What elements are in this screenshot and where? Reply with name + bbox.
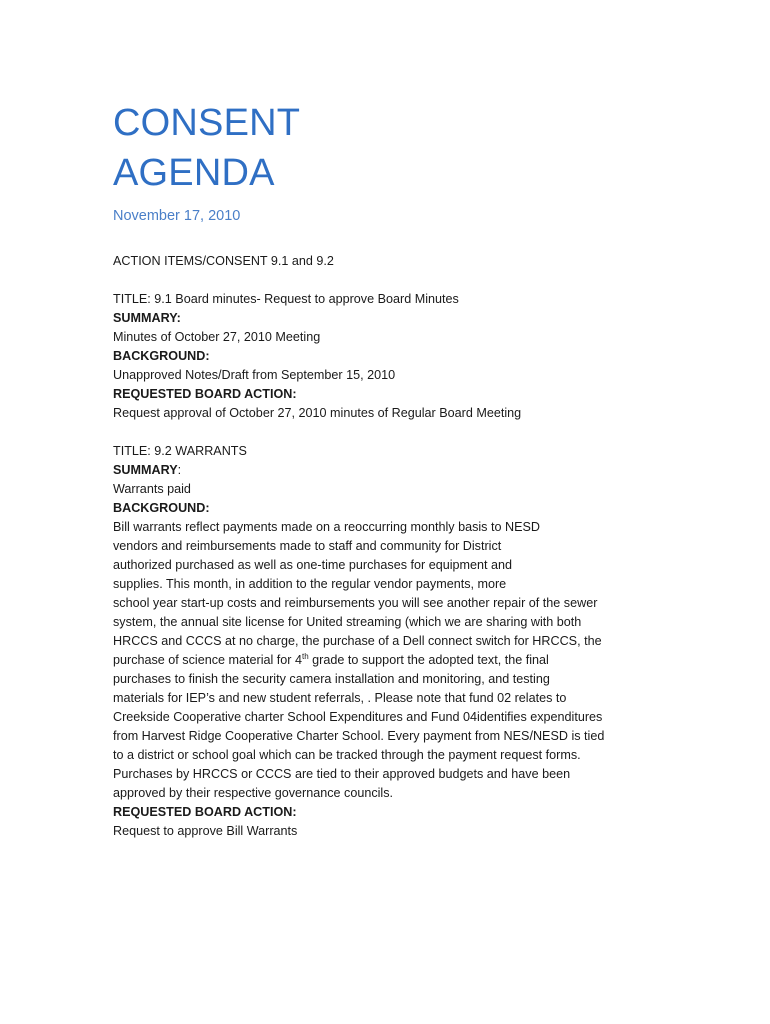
item-92-background-line: purchases to finish the security camera installation and monitoring, and testing xyxy=(113,672,550,686)
title-line-1: CONSENT xyxy=(113,102,301,144)
item-92-summary-row xyxy=(113,461,673,480)
title-line-2: AGENDA xyxy=(113,152,275,194)
item-91-background-text: Unapproved Notes/Draft from September 15, 2010 xyxy=(113,368,396,382)
item-92-background-line: authorized purchased as well as one-time purchases for equipment and xyxy=(113,558,513,572)
item-92-summary-text: Warrants paid xyxy=(113,482,191,496)
item-91-action-label: REQUESTED BOARD ACTION: xyxy=(113,387,297,401)
superscript-line-pre: purchase of science material for 4 xyxy=(113,653,302,667)
agenda-date: November 17, 2010 xyxy=(113,208,241,224)
spacer xyxy=(113,423,673,442)
item-92-background-line: supplies. This month, in addition to the regular vendor payments, more xyxy=(113,577,507,591)
item-91-background-label: BACKGROUND: xyxy=(113,349,210,363)
item-92-background-line: system, the annual site license for United streaming (which we are sharing with both xyxy=(113,615,582,629)
item-92-action-text: Request to approve Bill Warrants xyxy=(113,824,298,838)
item-92-background-line: HRCCS and CCCS at no charge, the purchase of a Dell connect switch for HRCCS, the xyxy=(113,634,602,648)
item-92-action-label: REQUESTED BOARD ACTION: xyxy=(113,805,297,819)
item-92-background-label: BACKGROUND: xyxy=(113,501,210,515)
document-content xyxy=(113,98,673,841)
item-92-background-line: approved by their respective governance councils. xyxy=(113,786,394,800)
item-92-background-line: materials for IEP’s and new student referrals, . Please note that fund 02 relates to xyxy=(113,691,567,705)
item-92-background-line: vendors and reimbursements made to staff and community for District xyxy=(113,539,502,553)
item-91-summary-label: SUMMARY: xyxy=(113,311,181,325)
item-92-background-line: Bill warrants reflect payments made on a reoccurring monthly basis to NESD xyxy=(113,520,540,534)
item-91-title: TITLE: 9.1 Board minutes- Request to approve Board Minutes xyxy=(113,292,459,306)
item-92-background-line: school year start-up costs and reimbursements you will see another repair of the sewer xyxy=(113,596,598,610)
item-92-background-line-superscript xyxy=(113,651,673,670)
item-92-background-line: Purchases by HRCCS or CCCS are tied to their approved budgets and have been xyxy=(113,767,571,781)
item-92-title: TITLE: 9.2 WARRANTS xyxy=(113,444,247,458)
item-92-background-line: to a district or school goal which can be tracked through the payment request forms. xyxy=(113,748,581,762)
item-92-background-line: from Harvest Ridge Cooperative Charter School. Every payment from NES/NESD is tied xyxy=(113,729,605,743)
ordinal-superscript: th xyxy=(302,651,309,661)
item-91-action-text: Request approval of October 27, 2010 minutes of Regular Board Meeting xyxy=(113,406,522,420)
item-91-summary-text: Minutes of October 27, 2010 Meeting xyxy=(113,330,321,344)
spacer xyxy=(113,271,673,290)
item-92-background-line: Creekside Cooperative charter School Expenditures and Fund 04identifies expenditures xyxy=(113,710,603,724)
superscript-line-post: grade to support the adopted text, the final xyxy=(308,653,549,667)
item-92-summary-label: SUMMARY xyxy=(113,463,178,477)
action-items-heading: ACTION ITEMS/CONSENT 9.1 and 9.2 xyxy=(113,254,334,268)
item-92-summary-colon: : xyxy=(177,463,182,477)
